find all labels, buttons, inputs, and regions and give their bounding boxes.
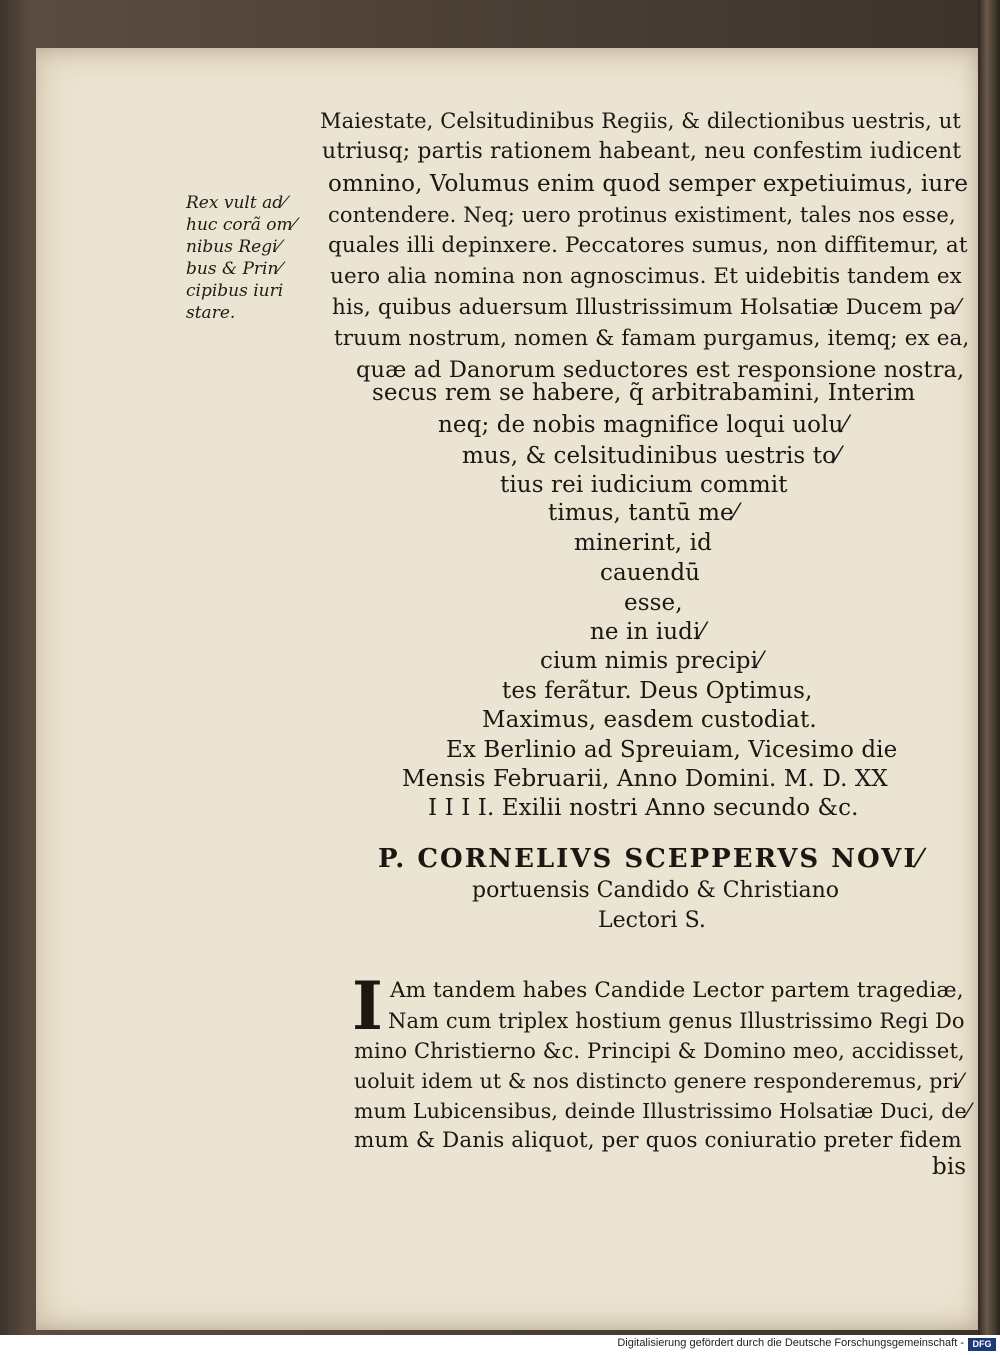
text-line: mus, & celsitudinibus uestris to⁄ [462,443,840,469]
text-line: timus, tantū me⁄ [548,500,738,526]
text-line: cium nimis precipi⁄ [540,648,763,674]
margin-note-line: nibus Regi⁄ [186,237,281,257]
text-line: minerint, id [574,530,712,556]
paragraph-line: mum & Danis aliquot, per quos coniuratio preter fidem [354,1128,962,1153]
text-line: secus rem se habere, q̃ arbitrabamini, Interim [372,380,916,406]
catchword: bis [932,1154,967,1180]
paragraph-line: Nam cum triplex hostium genus Illustrissimo Regi Do [388,1009,965,1033]
margin-note-line: bus & Prin⁄ [186,259,282,279]
text-line: Ex Berlinio ad Spreuiam, Vicesimo die [446,737,898,763]
heading-addressee: Lectori S. [598,908,706,933]
margin-note-line: huc corã om⁄ [186,215,296,235]
heading-author: P. CORNELIVS SCEPPERVS NOVI⁄ [378,844,924,874]
margin-note [186,192,295,324]
text-line: Mensis Februarii, Anno Domini. M. D. XX [402,766,888,792]
text-line: ne in iudi⁄ [590,619,705,645]
margin-note-line: Rex vult ad⁄ [186,193,286,213]
text-line: cauendū [600,560,701,586]
heading-subtitle: portuensis Candido & Christiano [472,878,840,903]
text-line: quæ ad Danorum seductores est responsione nostra, [356,357,965,383]
text-line: esse, [624,590,683,616]
paragraph-line: mum Lubicensibus, deinde Illustrissimo Holsatiæ Duci, de⁄ [354,1099,971,1123]
text-line: his, quibus aduersum Illustrissimum Holsatiæ Ducem pa⁄ [332,295,960,320]
text-line: truum nostrum, nomen & famam purgamus, itemq; ex ea, [334,326,970,351]
text-line: omnino, Volumus enim quod semper expetiuimus, iure [328,171,969,197]
text-line: tius rei iudicium commit [500,472,788,498]
text-line: tes ferãtur. Deus Optimus, [502,678,813,704]
footer-credit: Digitalisierung gefördert durch die Deutsche Forschungsgemeinschaft - [617,1337,964,1349]
text-line: neq; de nobis magnifice loqui uolu⁄ [438,412,848,438]
text-line: quales illi depinxere. Peccatores sumus, non diffitemur, at [328,233,968,258]
text-line: Maiestate, Celsitudinibus Regiis, & dilectionibus uestris, ut [320,109,961,133]
paragraph-line: Am tandem habes Candide Lector partem tragediæ, [390,978,964,1003]
dfg-logo: DFG [968,1338,996,1351]
paragraph-line: uoluit idem ut & nos distincto genere responderemus, pri⁄ [354,1069,963,1093]
text-line: uero alia nomina non agnoscimus. Et uidebitis tandem ex [330,264,962,289]
drop-cap: I [352,967,383,1045]
margin-note-line: stare. [186,303,236,323]
text-line: utriusq; partis rationem habeant, neu confestim iudicent [322,139,962,164]
margin-note-line: cipibus iuri [186,281,284,301]
text-line: Maximus, easdem custodiat. [482,707,817,733]
text-line: I I I I. Exilii nostri Anno secundo &c. [428,795,859,821]
footer-bar [0,1335,1000,1355]
paragraph-line: mino Christierno &c. Principi & Domino meo, accidisset, [354,1039,965,1063]
text-line: contendere. Neq; uero protinus existiment, tales nos esse, [328,203,956,227]
book-spine [978,0,1000,1335]
